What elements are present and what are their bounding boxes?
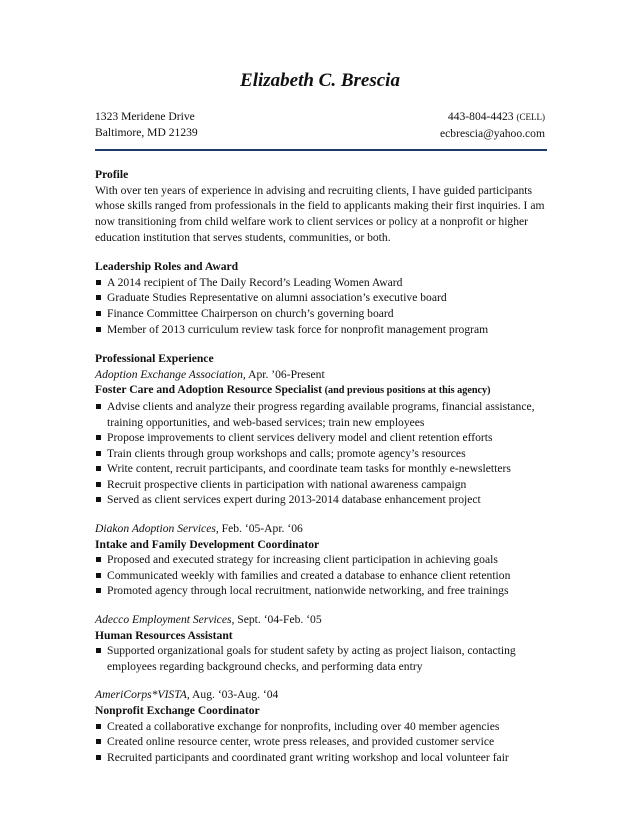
list-item: Served as client services expert during 2013-2014 database enhancement project	[95, 492, 545, 508]
job-org-line	[95, 367, 545, 383]
list-item: Train clients through group workshops and calls; promote agency’s resources	[95, 446, 545, 462]
job-title: Nonprofit Exchange Coordinator	[95, 704, 260, 717]
job-title-line	[95, 537, 545, 553]
job-organization: Adecco Employment Services,	[95, 613, 235, 627]
list-item: Advise clients and analyze their progress regarding available programs, financial assistance, training opportunities, and web-based services; train new employees	[95, 399, 545, 430]
leadership-list	[95, 275, 545, 337]
job-title: Foster Care and Adoption Resource Specialist	[95, 383, 323, 397]
job-org-line	[95, 612, 545, 628]
job-organization: Diakon Adoption Services,	[95, 522, 219, 536]
section-title-profile: Profile	[95, 168, 129, 182]
job-entry	[95, 612, 545, 674]
address	[95, 109, 198, 141]
resume-page	[95, 70, 545, 765]
job-organization: Adoption Exchange Association,	[95, 367, 246, 381]
job-title-line	[95, 703, 545, 719]
contact-block	[95, 109, 545, 141]
job-title: Intake and Family Development Coordinator	[95, 537, 320, 551]
leadership-section	[95, 259, 545, 337]
job-dates: Feb. ‘05-Apr. ‘06	[218, 522, 303, 536]
list-item: Supported organizational goals for student safety by acting as project liaison, contacting employees regarding background checks, and performing data entry	[95, 643, 545, 674]
list-item: Write content, recruit participants, and coordinate team tasks for monthly e-newsletters	[95, 461, 545, 477]
profile-text: With over ten years of experience in advising and recruiting clients, I have guided participants whose skills ranged from professionals in the field to applicants making their first inquiries. I am now transitioning from child welfare work to client services or policy at a nonprofit or higher education institution that serves students, communities, or both.	[95, 183, 545, 244]
list-item: Created online resource center, wrote press releases, and provided customer service	[95, 734, 545, 750]
job-title-note: (and previous positions at this agency)	[322, 385, 491, 397]
header-divider	[95, 149, 547, 151]
list-item: Finance Committee Chairperson on church’s governing board	[95, 306, 545, 322]
job-title-line	[95, 628, 545, 644]
email-address: ecbrescia@yahoo.com	[440, 126, 545, 140]
job-entry	[95, 687, 545, 765]
phone-number: 443-804-4423	[447, 110, 514, 123]
section-title-leadership: Leadership Roles and Award	[95, 260, 239, 274]
contact-details	[440, 109, 545, 141]
list-item: Propose improvements to client services delivery model and client retention efforts	[95, 430, 545, 446]
phone-type: (CELL)	[516, 112, 545, 122]
list-item: Communicated weekly with families and created a database to enhance client retention	[95, 568, 545, 584]
section-title-experience: Professional Experience	[95, 352, 214, 366]
job-org-line	[95, 687, 545, 703]
city-state-zip: Baltimore, MD 21239	[95, 125, 198, 139]
profile-section	[95, 167, 545, 245]
experience-section	[95, 351, 545, 765]
list-item: Graduate Studies Representative on alumni association’s executive board	[95, 290, 545, 306]
list-item: Created a collaborative exchange for nonprofits, including over 40 member agencies	[95, 719, 545, 735]
job-duties	[95, 719, 545, 766]
job-organization: AmeriCorps*VISTA,	[95, 688, 190, 702]
job-duties	[95, 643, 545, 674]
list-item: Recruited participants and coordinated grant writing workshop and local volunteer fair	[95, 750, 545, 766]
street-address: 1323 Meridene Drive	[95, 110, 195, 123]
list-item: Proposed and executed strategy for increasing client participation in achieving goals	[95, 552, 545, 568]
job-title: Human Resources Assistant	[95, 628, 233, 642]
job-entry	[95, 367, 545, 508]
list-item: A 2014 recipient of The Daily Record’s Leading Women Award	[95, 275, 545, 291]
job-dates: Aug. ‘03-Aug. ‘04	[189, 688, 279, 702]
list-item: Promoted agency through local recruitment, nationwide networking, and free trainings	[95, 583, 545, 599]
candidate-name: Elizabeth C. Brescia	[240, 70, 400, 91]
job-entry	[95, 521, 545, 599]
list-item: Member of 2013 curriculum review task force for nonprofit management program	[95, 322, 545, 338]
job-dates: Sept. ‘04-Feb. ‘05	[234, 613, 322, 627]
job-duties	[95, 552, 545, 599]
job-org-line	[95, 521, 545, 537]
job-title-line	[95, 382, 545, 399]
job-duties	[95, 399, 545, 508]
phone-line	[440, 109, 545, 126]
list-item: Recruit prospective clients in participation with national awareness campaign	[95, 477, 545, 493]
job-dates: Apr. ’06-Present	[245, 367, 325, 381]
